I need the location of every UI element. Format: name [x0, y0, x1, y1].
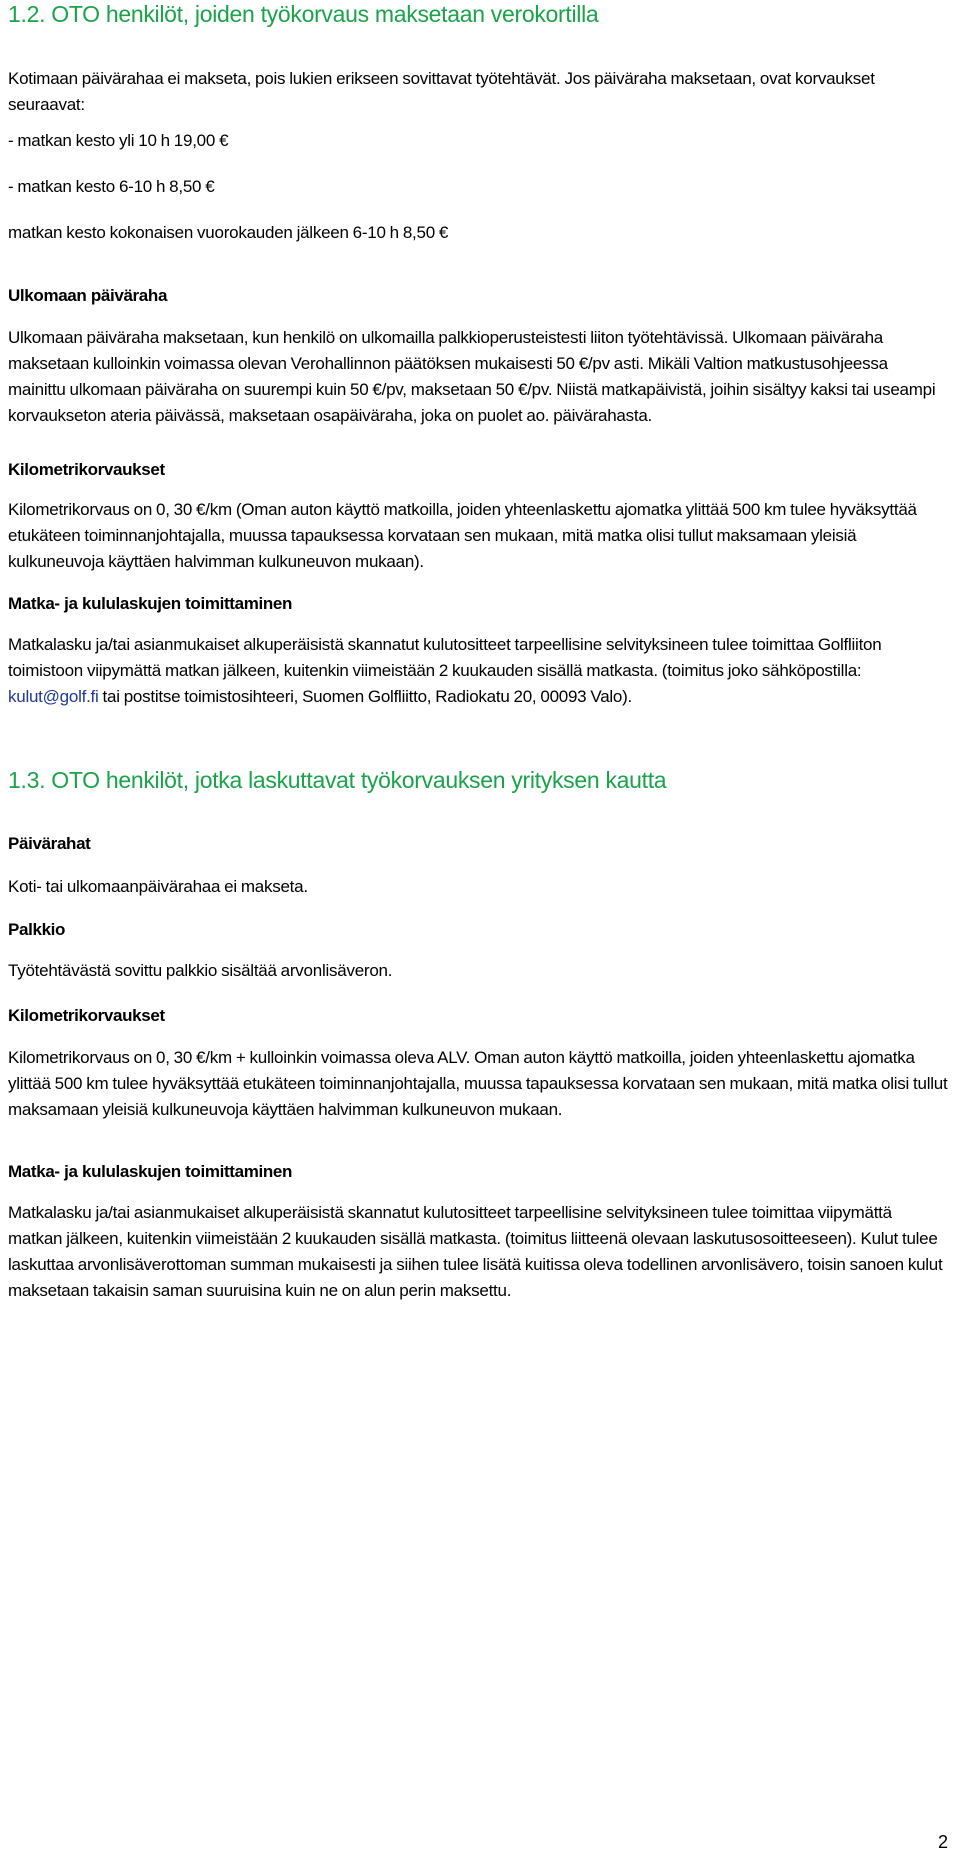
fee-paragraph: Työtehtävästä sovittu palkkio sisältää arvonlisäveron. [8, 961, 393, 980]
mileage-paragraph: Kilometrikorvaus on 0, 30 €/km (Oman auton käyttö matkoilla, joiden yhteenlaskettu ajomatka ylittää 500 km tulee hyväksyttää etukäteen toiminnanjohtajalla, muussa tapauksessa korvataan sen mukaan, mitä matka olisi tullut maksamaan yleisiä kulkuneuvoja käyttäen halvimman kulkuneuvon mukaan). [8, 500, 917, 571]
foreign-allowance-heading: Ulkomaan päiväraha [8, 286, 168, 305]
expenses-paragraph-2: Matkalasku ja/tai asianmukaiset alkuperäisistä skannatut kulutositteet tarpeellisine selvityksineen tulee toimittaa viipymättä matkan jälkeen, kuitenkin viimeistään 2 kuukauden sisällä matkasta. (toimitus liitteenä olevaan laskutusosoitteeseen). Kulut tulee laskuttaa arvonlisäverottoman summan mukaisesti ja siihen tulee lisätä kuitissa oleva todellinen arvonlisävero, toisin sanoen kulut maksetaan takaisin saman suuruisina kuin ne on alun perin maksettu. [8, 1203, 943, 1300]
section-heading-1-2: 1.2. OTO henkilöt, joiden työkorvaus maksetaan verokortilla [8, 1, 599, 27]
expenses-paragraph [8, 632, 948, 710]
mileage-heading: Kilometrikorvaukset [8, 460, 165, 479]
expenses-text-before-link: Matkalasku ja/tai asianmukaiset alkuperäisistä skannatut kulutositteet tarpeellisine selvityksineen tulee toimittaa Golfliiton toimistoon viipymättä matkan jälkeen, kuitenkin viimeistään 2 kuukauden sisällä matkasta. (toimitus joko sähköpostilla: [8, 635, 882, 680]
allowance-item-2: - matkan kesto 6-10 h 8,50 € [8, 177, 215, 196]
section-heading-1-3: 1.3. OTO henkilöt, jotka laskuttavat työkorvauksen yrityksen kautta [8, 767, 667, 793]
allowance-item-3: matkan kesto kokonaisen vuorokauden jälkeen 6-10 h 8,50 € [8, 223, 449, 242]
daily-allowance-heading: Päivärahat [8, 834, 91, 853]
page-number: 2 [937, 1832, 948, 1852]
mileage-paragraph-2: Kilometrikorvaus on 0, 30 €/km + kulloinkin voimassa oleva ALV. Oman auton käyttö matkoilla, joiden yhteenlaskettu ajomatka ylittää 500 km tulee hyväksyttää etukäteen toiminnanjohtajalla, muussa tapauksessa korvataan sen mukaan, mitä matka olisi tullut maksamaan yleisiä kulkuneuvoja käyttäen halvimman kulkuneuvon mukaan. [8, 1048, 948, 1119]
mileage-heading-2: Kilometrikorvaukset [8, 1006, 165, 1025]
fee-heading: Palkkio [8, 920, 66, 939]
email-link[interactable]: kulut@golf.fi [8, 687, 99, 706]
daily-allowance-paragraph: Koti- tai ulkomaanpäivärahaa ei makseta. [8, 877, 308, 896]
expenses-text-after-link: tai postitse toimistosihteeri, Suomen Golfliitto, Radiokatu 20, 00093 Valo). [98, 687, 633, 706]
allowance-item-1: - matkan kesto yli 10 h 19,00 € [8, 131, 229, 150]
foreign-allowance-paragraph: Ulkomaan päiväraha maksetaan, kun henkilö on ulkomailla palkkioperusteistesti liiton työtehtävissä. Ulkomaan päiväraha maksetaan kulloinkin voimassa olevan Verohallinnon päätöksen mukaisesti 50 €/pv asti. Mikäli Valtion matkustusohjeessa mainittu ulkomaan päiväraha on suurempi kuin 50 €/pv, maksetaan 50 €/pv. Niistä matkapäivistä, joihin sisältyy kaksi tai useampi korvaukseton ateria päivässä, maksetaan osapäiväraha, joka on puolet ao. päivärahasta. [8, 328, 936, 425]
expenses-heading: Matka- ja kululaskujen toimittaminen [8, 594, 293, 613]
intro-paragraph: Kotimaan päivärahaa ei makseta, pois lukien erikseen sovittavat työtehtävät. Jos päiväraha maksetaan, ovat korvaukset seuraavat: [8, 69, 875, 114]
expenses-heading-2: Matka- ja kululaskujen toimittaminen [8, 1162, 293, 1181]
